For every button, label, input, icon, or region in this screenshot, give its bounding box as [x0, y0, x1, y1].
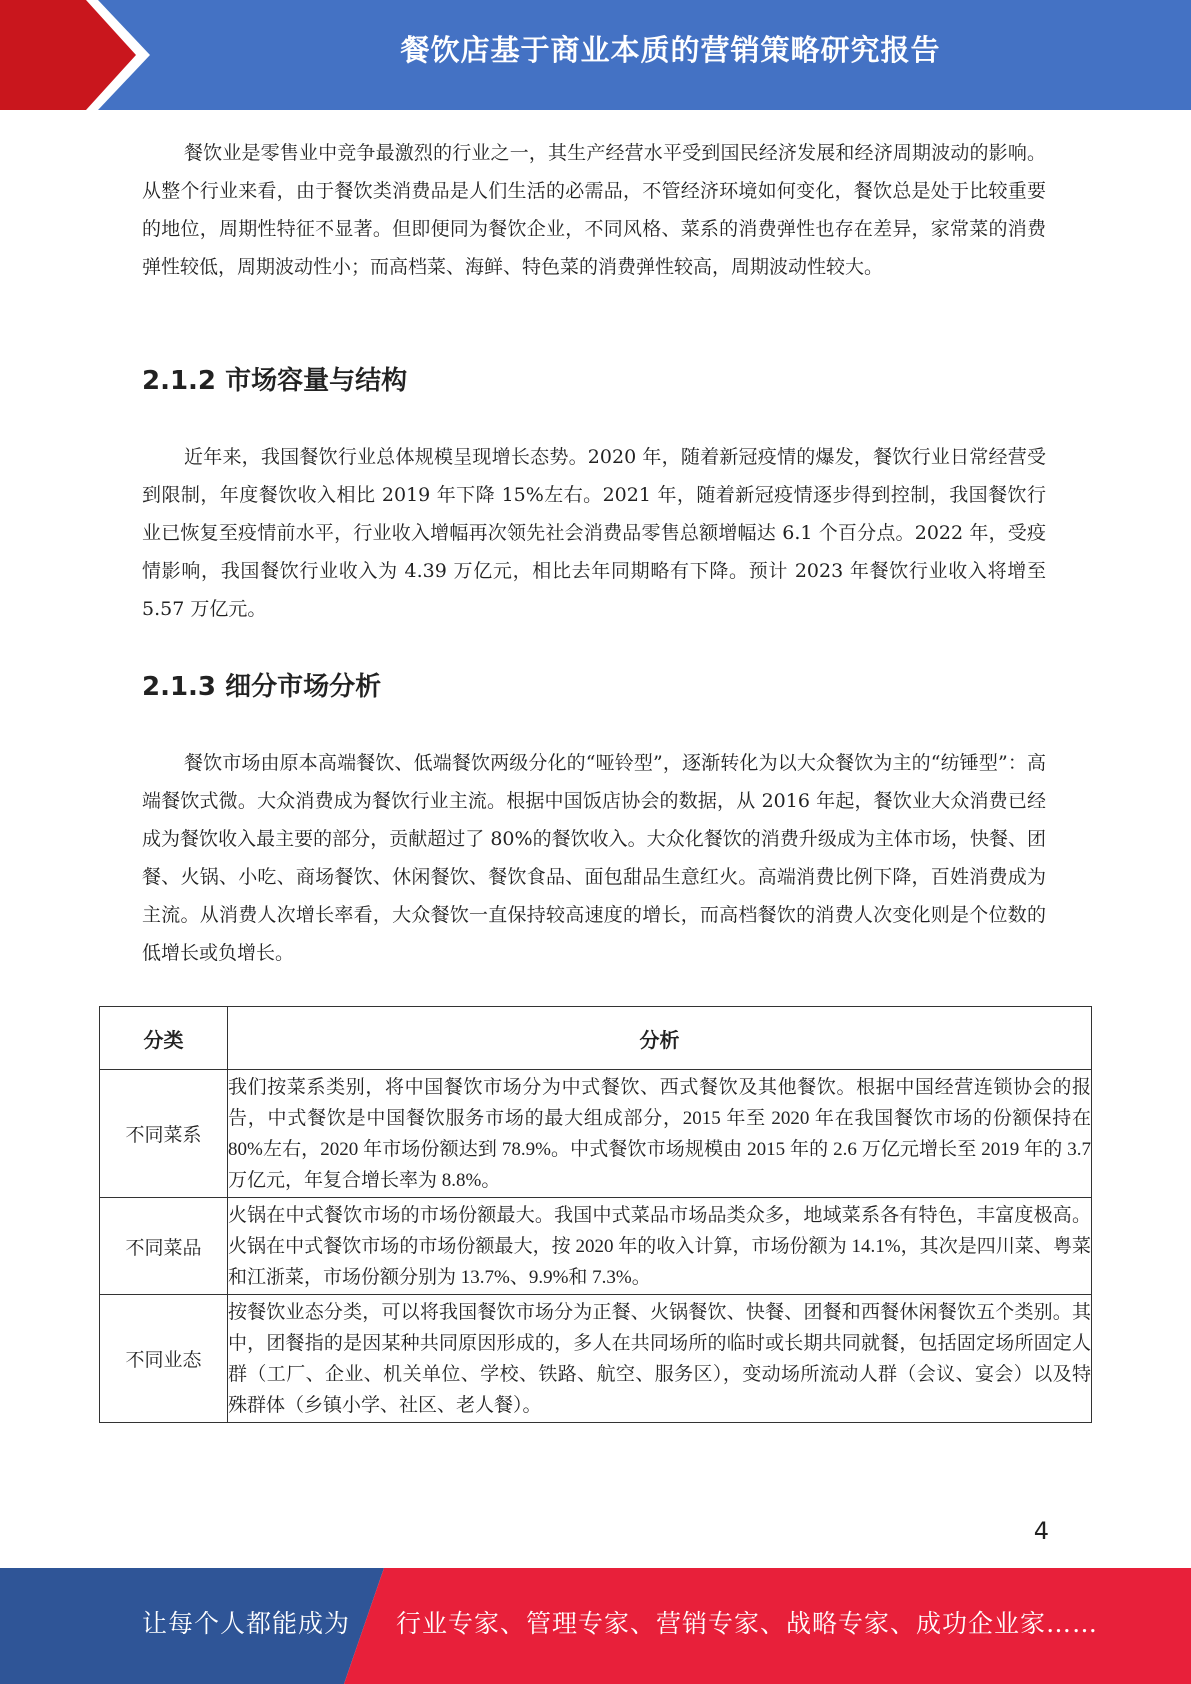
segment-analysis-table — [99, 1006, 1092, 1423]
table-row — [100, 1295, 1092, 1423]
table-cell-analysis: 按餐饮业态分类，可以将我国餐饮市场分为正餐、火锅餐饮、快餐、团餐和西餐休闲餐饮五个类别。其中，团餐指的是因某种共同原因形成的，多人在共同场所的临时或长期共同就餐，包括固定场所固定人群（工厂、企业、机关单位、学校、铁路、航空、服务区），变动场所流动人群（会议、宴会）以及特殊群体（乡镇小学、社区、老人餐）。 — [228, 1295, 1092, 1423]
intro-paragraph: 餐饮业是零售业中竞争最激烈的行业之一，其生产经营水平受到国民经济发展和经济周期波动的影响。从整个行业来看，由于餐饮类消费品是人们生活的必需品，不管经济环境如何变化，餐饮总是处于比较重要的地位，周期性特征不显著。但即便同为餐饮企业，不同风格、菜系的消费弹性也存在差异，家常菜的消费弹性较低，周期波动性小；而高档菜、海鲜、特色菜的消费弹性较高，周期波动性较大。 — [142, 142, 1046, 278]
table-cell-category: 不同业态 — [100, 1295, 228, 1423]
table-cell-analysis: 我们按菜系类别，将中国餐饮市场分为中式餐饮、西式餐饮及其他餐饮。根据中国经营连锁协会的报告，中式餐饮是中国餐饮服务市场的最大组成部分，2015 年至 2020 年在我国餐饮市场的份额保持在 80%左右，2020 年市场份额达到 78.9%。中式餐饮市场规模由 2015 年的 2.6 万亿元增长至 2019 年的 3.7 万亿元，年复合增长率为 8.8%。 — [228, 1070, 1092, 1198]
table-header-analysis: 分析 — [228, 1007, 1092, 1070]
footer-slogan-left: 让每个人都能成为 — [142, 1609, 351, 1638]
table-cell-category: 不同菜品 — [100, 1198, 228, 1295]
page-number: 4 — [1033, 1517, 1049, 1545]
table-header-category: 分类 — [100, 1007, 228, 1070]
document-title: 餐饮店基于商业本质的营销策略研究报告 — [400, 33, 941, 67]
segment-analysis-paragraph: 餐饮市场由原本高端餐饮、低端餐饮两级分化的“哑铃型”，逐渐转化为以大众餐饮为主的“纺锤型”：高端餐饮式微。大众消费成为餐饮行业主流。根据中国饭店协会的数据，从 2016 年起，餐饮业大众消费已经成为餐饮收入最主要的部分，贡献超过了 80%的餐饮收入。大众化餐饮的消费升级成为主体市场，快餐、团餐、火锅、小吃、商场餐饮、休闲餐饮、餐饮食品、面包甜品生意红火。高端消费比例下降，百姓消费成为主流。从消费人次增长率看，大众餐饮一直保持较高速度的增长，而高档餐饮的消费人次变化则是个位数的低增长或负增长。 — [142, 752, 1046, 964]
section-heading-2-1-2: 2.1.2 市场容量与结构 — [142, 366, 408, 396]
header-arrow-graphic — [0, 0, 150, 110]
table-header-row — [100, 1007, 1092, 1070]
section-heading-2-1-3: 2.1.3 细分市场分析 — [142, 672, 382, 702]
footer-slogan-right: 行业专家、管理专家、营销专家、战略专家、成功企业家…… — [396, 1609, 1099, 1638]
table-cell-category: 不同菜系 — [100, 1070, 228, 1198]
table-row — [100, 1070, 1092, 1198]
table-row — [100, 1198, 1092, 1295]
market-capacity-paragraph: 近年来，我国餐饮行业总体规模呈现增长态势。2020 年，随着新冠疫情的爆发，餐饮行业日常经营受到限制，年度餐饮收入相比 2019 年下降 15%左右。2021 年，随着新冠疫情逐步得到控制，我国餐饮行业已恢复至疫情前水平，行业收入增幅再次领先社会消费品零售总额增幅达 6.1 个百分点。2022 年，受疫情影响，我国餐饮行业收入为 4.39 万亿元，相比去年同期略有下降。预计 2023 年餐饮行业收入将增至 5.57 万亿元。 — [142, 446, 1046, 620]
table-cell-analysis: 火锅在中式餐饮市场的市场份额最大。我国中式菜品市场品类众多，地域菜系各有特色，丰富度极高。火锅在中式餐饮市场的市场份额最大，按 2020 年的收入计算，市场份额为 14.1%，其次是四川菜、粤菜和江浙菜，市场份额分别为 13.7%、9.9%和 7.3%。 — [228, 1198, 1092, 1295]
